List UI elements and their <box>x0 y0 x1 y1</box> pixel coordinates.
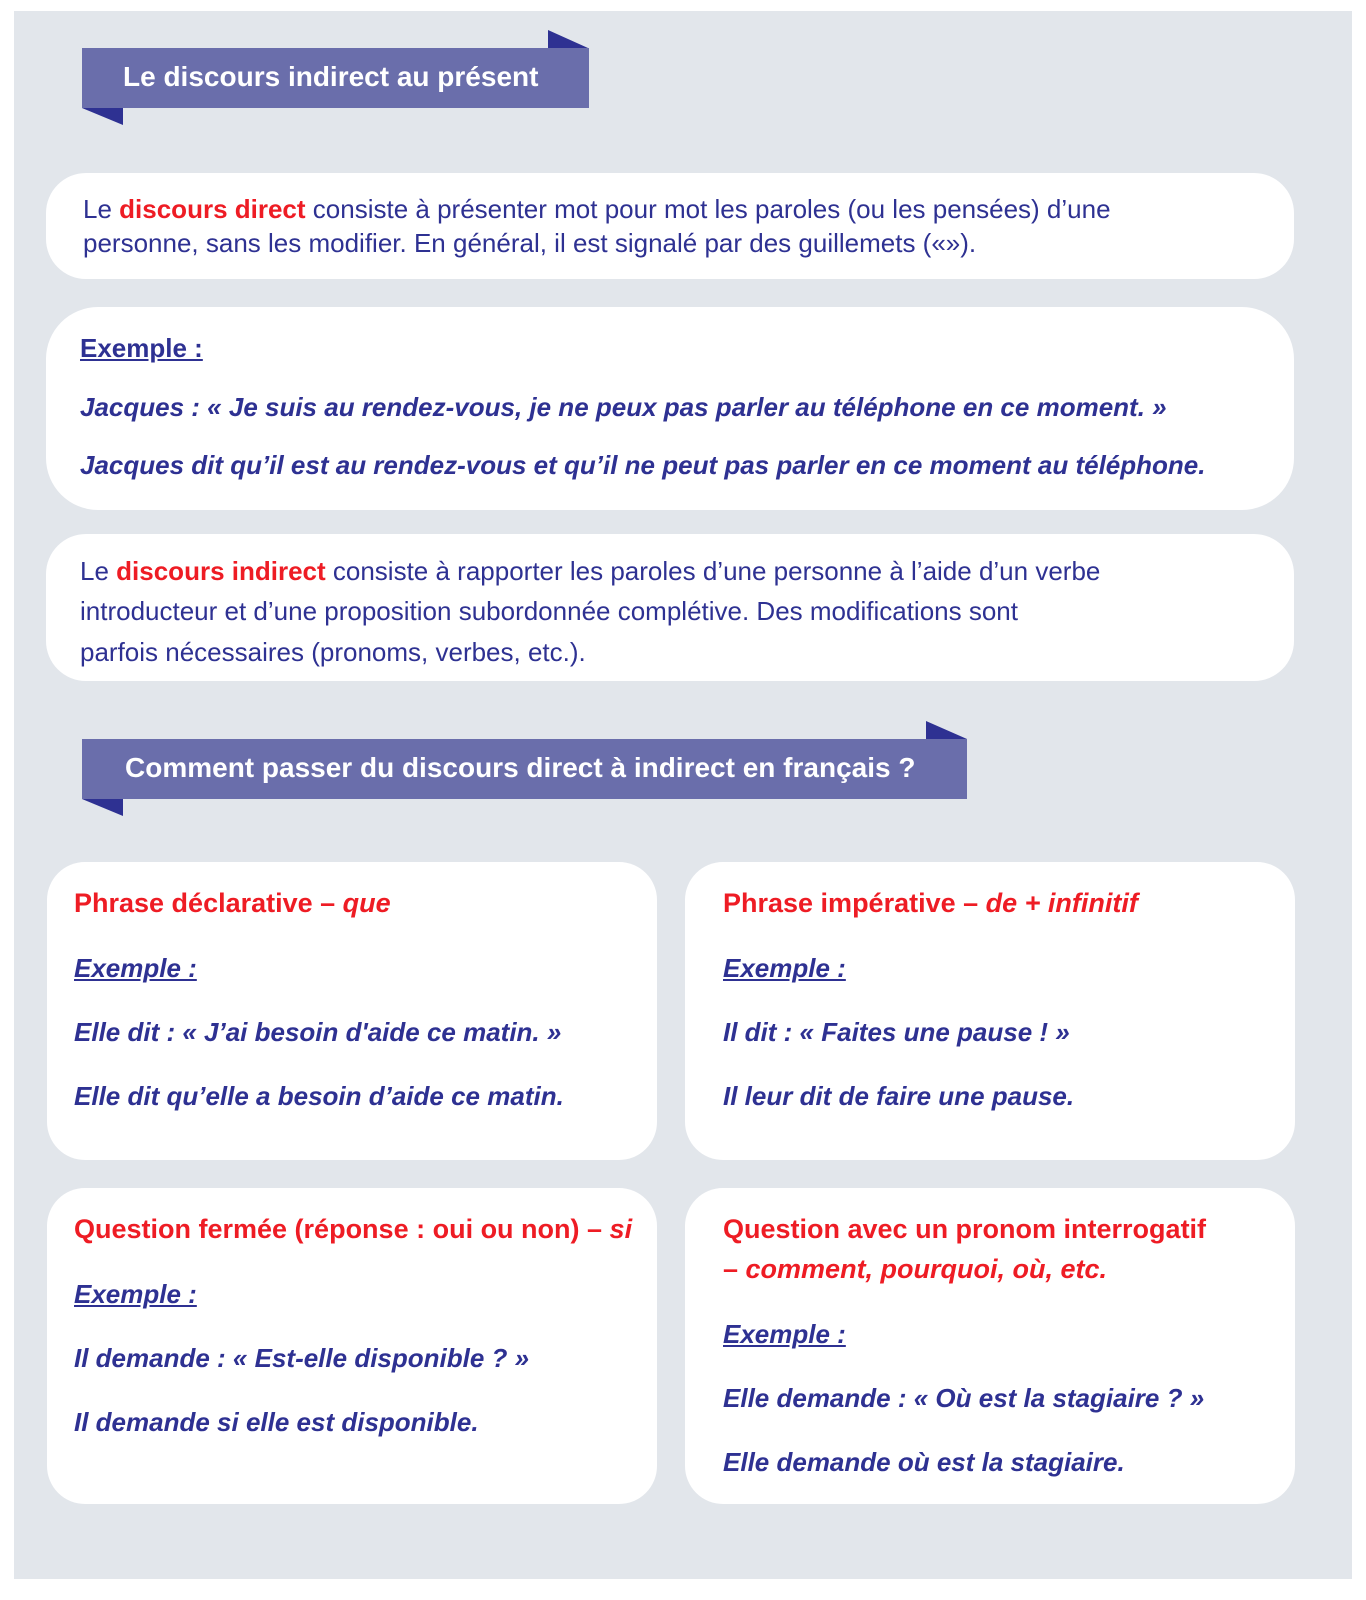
example-indirect <box>74 1407 479 1438</box>
text: de + infinitif <box>985 888 1138 918</box>
example-label: Exemple : <box>74 1279 197 1309</box>
text: une pause. <box>931 1081 1075 1111</box>
text: Elle dit <box>74 1081 167 1111</box>
example-indirect <box>74 1081 564 1112</box>
card-title <box>74 888 391 919</box>
section-header-ribbon <box>82 721 972 817</box>
rule-card-closed-question <box>47 1188 657 1504</box>
text: Il leur dit <box>723 1081 839 1111</box>
keyword-highlight: qu <box>166 1081 199 1111</box>
keyword-highlight: de faire <box>838 1081 932 1111</box>
definition-card-direct <box>46 173 1294 279</box>
example-direct: Il demande : « Est-elle disponible ? » <box>74 1343 530 1373</box>
example-indirect: Jacques dit qu’il est au rendez-vous et qu’il ne peut pas parler en ce moment au téléphone. <box>80 450 1206 480</box>
card-title <box>74 1214 632 1245</box>
example-indirect <box>723 1081 1074 1112</box>
example-label: Exemple : <box>74 953 197 983</box>
term-highlight: discours direct <box>119 194 306 224</box>
text: est la stagiaire. <box>929 1447 1125 1477</box>
text: consiste à présenter mot pour mot les paroles (ou les pensées) d’une <box>305 194 1111 224</box>
text: elle est disponible. <box>238 1407 479 1437</box>
definition-line <box>83 192 1111 227</box>
text: Elle demande <box>723 1447 898 1477</box>
text: que <box>342 888 391 918</box>
definition-line: parfois nécessaires (pronoms, verbes, etc.). <box>80 637 586 667</box>
rule-card-pronoun-question <box>685 1188 1295 1504</box>
card-title-line1: Question avec un pronom interrogatif <box>723 1214 1207 1244</box>
keyword-highlight: si <box>217 1407 239 1437</box>
text: Le <box>80 556 117 586</box>
rule-card-imperative <box>685 862 1295 1160</box>
text: si <box>609 1214 633 1244</box>
example-card <box>46 307 1294 510</box>
example-direct: Jacques : « Je suis au rendez-vous, je ne peux pas parler au téléphone en ce moment. » <box>80 392 1167 422</box>
example-direct: Elle dit : « J’ai besoin d'aide ce matin. » <box>74 1017 562 1047</box>
example-direct: Il dit : « Faites une pause ! » <box>723 1017 1070 1047</box>
definition-line: personne, sans les modifier. En général, il est signalé par des guillemets («»). <box>83 228 977 258</box>
definition-line <box>80 554 1100 589</box>
example-label: Exemple : <box>80 333 203 363</box>
definition-line: introducteur et d’une proposition subordonnée complétive. Des modifications sont <box>80 596 1018 626</box>
text: comment, pourquoi, où, etc. <box>745 1254 1108 1284</box>
keyword-highlight: où <box>897 1447 930 1477</box>
text: Le <box>83 194 120 224</box>
example-label: Exemple : <box>723 953 846 983</box>
rule-card-declarative <box>47 862 657 1160</box>
example-indirect <box>723 1447 1125 1478</box>
section-title: Comment passer du discours direct à indirect en français ? <box>125 752 916 783</box>
definition-card-indirect <box>46 534 1294 681</box>
text: consiste à rapporter les paroles d’une personne à l’aide d’un verbe <box>325 556 1101 586</box>
card-title <box>723 888 1138 919</box>
text: Il demande <box>74 1407 218 1437</box>
card-title-line2 <box>723 1254 1107 1285</box>
section-header-ribbon <box>82 30 592 126</box>
section-title: Le discours indirect au présent <box>123 61 539 92</box>
term-highlight: discours indirect <box>116 556 326 586</box>
example-label: Exemple : <box>723 1319 846 1349</box>
text: ’elle a besoin d’aide ce matin. <box>198 1081 564 1111</box>
text: Phrase impérative – <box>723 888 986 918</box>
text: Question fermée (réponse : oui ou non) – <box>74 1214 610 1244</box>
example-direct: Elle demande : « Où est la stagiaire ? » <box>723 1383 1205 1413</box>
text: Phrase déclarative – <box>74 888 343 918</box>
text: – <box>723 1254 746 1284</box>
